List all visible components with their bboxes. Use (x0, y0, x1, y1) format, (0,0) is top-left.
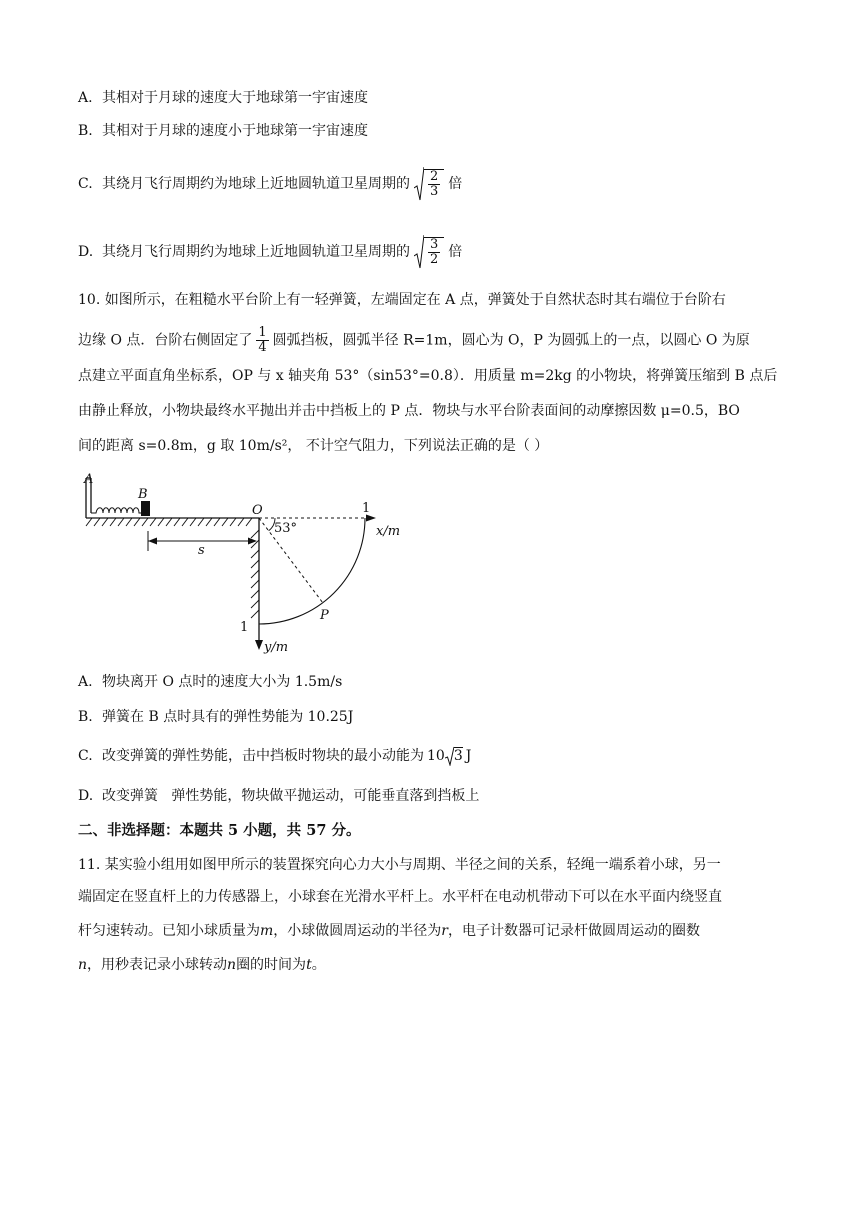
option-label: C. (78, 748, 93, 764)
label-o: O (252, 503, 263, 518)
option-tail: 倍 (448, 244, 463, 260)
fraction-denominator: 3 (430, 184, 439, 199)
q10-line-5: 间的距离 s=0.8m，g 取 10m/s²， 不计空气阻力，下列说法正确的是（ ） (78, 438, 549, 454)
q10-line-2 (78, 326, 750, 355)
q9-option-a (78, 88, 368, 108)
option-label: A. (78, 90, 93, 106)
fraction-numerator: 2 (430, 169, 439, 184)
option-text: 其相对于月球的速度大于地球第一宇宙速度 (102, 90, 368, 106)
q10-line-2-a: 边缘 O 点．台阶右侧固定了 (78, 332, 253, 349)
var-m: m (260, 923, 274, 939)
option-text: 其绕月飞行周期约为地球上近地圆轨道卫星周期的 (102, 176, 410, 192)
radicand: 3 (453, 748, 463, 764)
option-label: B. (78, 709, 93, 725)
s-arrow-left (148, 538, 157, 545)
option-tail: 倍 (448, 176, 463, 192)
q9-option-d (78, 234, 462, 270)
option-label: B. (78, 123, 93, 139)
var-t: t (306, 957, 312, 973)
section-2-heading: 二、非选择题：本题共 5 小题，共 57 分。 (78, 822, 361, 839)
option-label: A. (78, 674, 93, 690)
x-axis-label: x/m (376, 524, 401, 539)
sqrt-fraction (414, 166, 444, 202)
q11-line-2: 端固定在竖直杆上的力传感器上，小球套在光滑水平杆上。水平杆在电动机带动下可以在水平面内绕竖直 (78, 889, 722, 905)
wall-hatching (251, 530, 259, 618)
var-n: n (78, 957, 88, 973)
option-text: 弹簧在 B 点时具有的弹性势能为 10.25J (102, 709, 354, 725)
q10-option-a (78, 672, 342, 692)
x-tick-1: 1 (362, 501, 371, 516)
q10-option-d (78, 786, 479, 806)
q11-line-3-c: ，电子计数器可记录杆做圆周运动的圈数 (447, 923, 700, 939)
q10-option-c (78, 744, 471, 768)
sqrt-radical (445, 746, 463, 766)
q11-line-3 (78, 921, 700, 941)
label-a: A (84, 472, 94, 487)
q10-line-2-b: 圆弧挡板，圆弧半径 R=1m，圆心为 O，P 为圆弧上的一点，以圆心 O 为原 (272, 332, 750, 349)
q10-line-3: 点建立平面直角坐标系，OP 与 x 轴夹角 53°（sin53°=0.8）．用质量 m=2kg 的小物块，将弹簧压缩到 B 点后 (78, 368, 778, 384)
q11-line-4-c: 。 (311, 957, 326, 973)
y-axis-arrow (255, 640, 263, 650)
var-r: r (441, 923, 448, 939)
q10-stem (78, 290, 788, 460)
q9-option-b (78, 121, 368, 141)
y-axis-label: y/m (264, 640, 289, 655)
option-text: 其绕月飞行周期约为地球上近地圆轨道卫星周期的 (102, 244, 410, 260)
fraction-numerator: 3 (430, 237, 439, 252)
option-label: D. (78, 244, 94, 260)
label-s: s (198, 543, 205, 558)
physics-figure (78, 470, 438, 660)
math-coefficient: 10 (427, 748, 445, 764)
block-b (141, 501, 150, 516)
option-text: 改变弹簧 弹性势能，物块做平抛运动，可能垂直落到挡板上 (102, 788, 480, 804)
fraction-numerator: 1 (258, 325, 267, 340)
option-label: D. (78, 788, 94, 804)
q11-line-4-b: 圈的时间为 (236, 957, 307, 973)
platform-hatching (86, 518, 252, 526)
q11-stem (78, 855, 788, 975)
option-tail: J (465, 748, 472, 764)
q11-line-4-a: ，用秒表记录小球转动 (87, 957, 228, 973)
q11-line-3-b: ，小球做圆周运动的半径为 (273, 923, 442, 939)
q10-line-4: 由静止释放，小物块最终水平抛出并击中挡板上的 P 点．物块与水平台阶表面间的动摩擦因数 μ=0.5，BO (78, 403, 740, 419)
q10-option-b (78, 707, 353, 727)
fraction-denominator: 2 (430, 252, 439, 267)
spring (91, 508, 141, 513)
label-b: B (138, 487, 148, 502)
q11-line-3-a: 杆匀速转动。已知小球质量为 (78, 923, 260, 939)
option-label: C. (78, 176, 93, 192)
q10-line-1: 10. 如图所示，在粗糙水平台阶上有一轻弹簧，左端固定在 A 点，弹簧处于自然状态时其右端位于台阶右 (78, 292, 726, 308)
q11-line-1: 11. 某实验小组用如图甲所示的装置探究向心力大小与周期、半径之间的关系，轻绳一端系着小球，另一 (78, 857, 721, 873)
var-n-inline: n (227, 957, 237, 973)
sqrt-fraction (414, 234, 444, 270)
label-p: P (320, 608, 329, 623)
option-text: 其相对于月球的速度小于地球第一宇宙速度 (102, 123, 368, 139)
option-text: 物块离开 O 点时的速度大小为 1.5m/s (102, 674, 343, 690)
y-tick-1: 1 (240, 620, 249, 635)
quarter-fraction (256, 326, 268, 355)
q9-option-c (78, 166, 462, 202)
option-text: 改变弹簧的弹性势能，击中挡板时物块的最小动能为 (102, 748, 424, 764)
angle-label: 53° (274, 521, 298, 536)
q11-line-4 (78, 955, 326, 975)
fraction-denominator: 4 (258, 340, 267, 355)
